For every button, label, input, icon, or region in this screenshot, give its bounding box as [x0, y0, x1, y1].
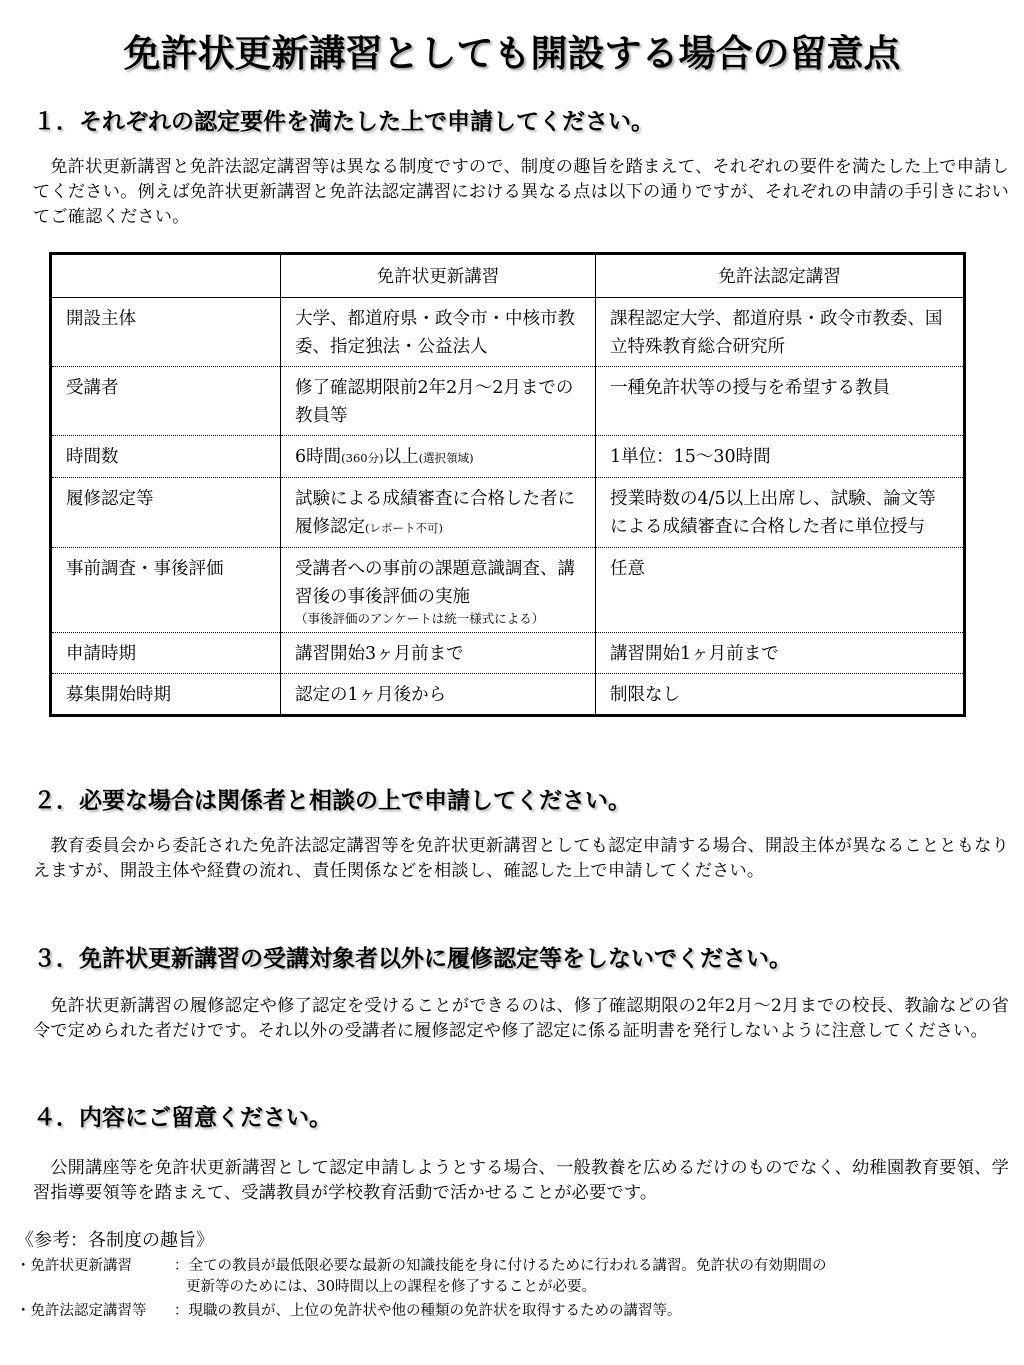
cell-nintei: 講習開始1ヶ月前まで [596, 633, 965, 674]
reference-item [16, 1301, 682, 1322]
reference-desc-line: 更新等のためには、30時間以上の課程を修了することが必要。 [186, 1279, 596, 1295]
evaluation-note: （事後評価のアンケートは統一様式による） [295, 611, 545, 626]
reference-title: 《参考：各制度の趣旨》 [16, 1230, 214, 1251]
hours-area-note: (選択領域) [418, 451, 474, 465]
section-4-body: 公開講座等を免許状更新講習として認定申請しようとする場合、一般教養を広めるだけのものでなく、幼稚園教育要領、学習指導要領等を踏まえて、受講教員が学校教育活動で活かせることが必要です。 [33, 1158, 1009, 1203]
section-1-body: 免許状更新講習と免許法認定講習等は異なる制度ですので、制度の趣旨を踏まえて、それぞれの要件を満たした上で申請してください。例えば免許状更新講習と免許法認定講習における異なる点は以下の通りですが、それぞれの申請の手引きにおいてご確認ください。 [33, 157, 1009, 227]
reference-item [16, 1256, 827, 1298]
table-header-koushin: 免許状更新講習 [281, 254, 596, 298]
row-label: 事前調査・事後評価 [51, 548, 281, 633]
table-row [51, 548, 965, 633]
row-label: 時間数 [51, 436, 281, 478]
cell-koushin: 講習開始3ヶ月前まで [281, 633, 596, 674]
table-row [51, 633, 965, 674]
reference-term: ・免許状更新講習 [16, 1258, 132, 1274]
table-header-nintei: 免許法認定講習 [596, 254, 965, 298]
reference-desc: ：現職の教員が、上位の免許状や他の種類の免許状を取得するための講習等。 [174, 1303, 682, 1319]
page-title: 免許状更新講習としても開設する場合の留意点 [123, 32, 901, 75]
section-2-body: 教育委員会から委託された免許法認定講習等を免許状更新講習としても認定申請する場合、開設主体が異なることともなりえますが、開設主体や経費の流れ、責任関係などを相談し、確認した上で申請してください。 [33, 836, 1009, 881]
table-row [51, 367, 965, 436]
reference-term: ・免許法認定講習等 [16, 1303, 147, 1319]
cell-nintei: 1単位：15～30時間 [596, 436, 965, 478]
cell-nintei: 任意 [596, 548, 965, 633]
cell-koushin [281, 436, 596, 478]
row-label: 開設主体 [51, 298, 281, 367]
section-2-heading: ２．必要な場合は関係者と相談の上で申請してください。 [33, 788, 631, 814]
cell-nintei: 課程認定大学、都道府県・政令市教委、国立特殊教育総合研究所 [596, 298, 965, 367]
table-row [51, 478, 965, 548]
hours-minutes-note: (360分) [341, 451, 384, 465]
section-3-body: 免許状更新講習の履修認定や修了認定を受けることができるのは、修了確認期限の2年2月～2月までの校長、教諭などの省令で定められた者だけです。それ以外の受講者に履修認定や修了認定に係る証明書を発行しないように注意してください。 [33, 996, 1009, 1041]
table-row [51, 298, 965, 367]
certification-main: 試験による成績審査に合格した者に履修認定 [295, 489, 575, 537]
cell-koushin: 修了確認期限前2年2月～2月までの教員等 [281, 367, 596, 436]
section-4-heading: ４．内容にご留意ください。 [33, 1105, 332, 1131]
cell-koushin [281, 548, 596, 633]
cell-koushin [281, 478, 596, 548]
cell-koushin: 大学、都道府県・政令市・中核市教委、指定独法・公益法人 [281, 298, 596, 367]
table-row [51, 436, 965, 478]
table-header-blank [51, 254, 281, 298]
reference-desc-line: ：全ての教員が最低限必要な最新の知識技能を身に付けるために行われる講習。免許状の有効期間の [174, 1258, 827, 1274]
table-header-row [51, 254, 965, 298]
row-label: 受講者 [51, 367, 281, 436]
row-label: 募集開始時期 [51, 674, 281, 716]
table-row [51, 674, 965, 716]
cell-nintei: 制限なし [596, 674, 965, 716]
certification-note: (レポート不可) [365, 521, 443, 535]
cell-koushin: 認定の1ヶ月後から [281, 674, 596, 716]
row-label: 申請時期 [51, 633, 281, 674]
hours-min-text: 以上 [383, 447, 419, 467]
cell-nintei: 授業時数の4/5以上出席し、試験、論文等による成績審査に合格した者に単位授与 [596, 478, 965, 548]
comparison-table [49, 252, 966, 717]
section-1-heading: １．それぞれの認定要件を満たした上で申請してください。 [33, 109, 654, 135]
row-label: 履修認定等 [51, 478, 281, 548]
evaluation-main: 受講者への事前の課題意識調査、講習後の事後評価の実施 [295, 559, 575, 607]
hours-main: 6時間 [295, 447, 342, 467]
reference-desc [174, 1256, 827, 1298]
cell-nintei: 一種免許状等の授与を希望する教員 [596, 367, 965, 436]
section-3-heading: ３．免許状更新講習の受講対象者以外に履修認定等をしないでください。 [33, 946, 792, 972]
